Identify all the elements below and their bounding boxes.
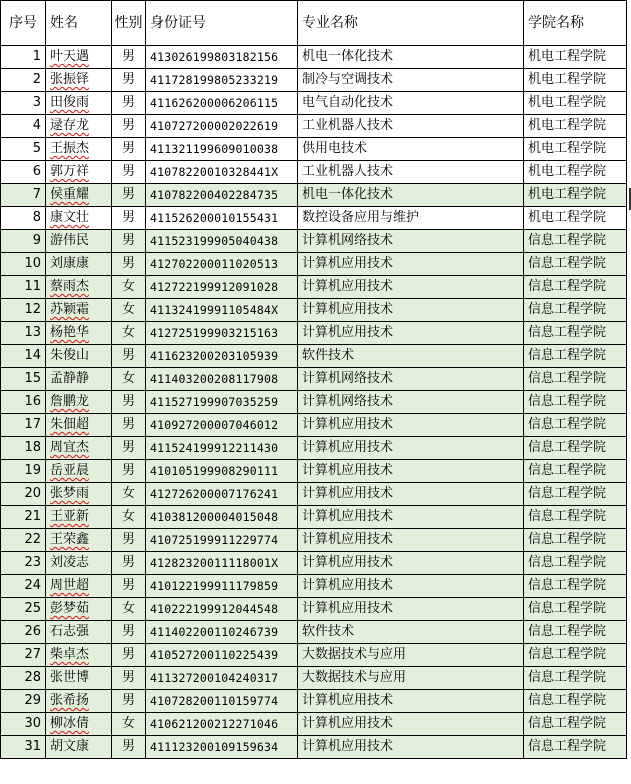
cell-major[interactable]: 机电一体化技术 xyxy=(298,46,524,69)
cell-sex[interactable]: 男 xyxy=(112,414,146,437)
cell-name[interactable] xyxy=(46,644,112,667)
cell-sex[interactable]: 女 xyxy=(112,276,146,299)
cell-seq[interactable]: 19 xyxy=(1,460,46,483)
cell-major[interactable]: 计算机应用技术 xyxy=(298,529,524,552)
name-text: 田俊雨 xyxy=(50,95,90,110)
table-row xyxy=(1,667,627,690)
cell-name[interactable] xyxy=(46,667,112,690)
header-id[interactable]: 身份证号 xyxy=(146,1,298,46)
cell-name[interactable] xyxy=(46,276,112,299)
name-text: 柳冰倩 xyxy=(50,716,90,731)
cell-major[interactable]: 计算机网络技术 xyxy=(298,230,524,253)
name-text: 张振铎 xyxy=(50,72,90,87)
table-row xyxy=(1,230,627,253)
cell-seq[interactable]: 1 xyxy=(1,46,46,69)
cell-major[interactable]: 工业机器人技术 xyxy=(298,115,524,138)
cell-id[interactable]: 410927200007046012 xyxy=(146,414,298,437)
cell-seq[interactable]: 27 xyxy=(1,644,46,667)
cell-major[interactable]: 计算机应用技术 xyxy=(298,690,524,713)
cell-seq[interactable]: 21 xyxy=(1,506,46,529)
table-row xyxy=(1,368,627,391)
cell-name[interactable] xyxy=(46,552,112,575)
name-text: 逯存龙 xyxy=(50,118,90,133)
cell-name[interactable] xyxy=(46,115,112,138)
name-text: 周世超 xyxy=(50,578,90,593)
cell-name[interactable] xyxy=(46,207,112,230)
cell-major[interactable]: 机电一体化技术 xyxy=(298,184,524,207)
name-text: 朱俊山 xyxy=(50,348,90,363)
cell-seq[interactable]: 23 xyxy=(1,552,46,575)
cell-major[interactable]: 软件技术 xyxy=(298,621,524,644)
cell-college[interactable]: 信息工程学院 xyxy=(524,736,627,759)
name-text: 彭梦茹 xyxy=(50,601,90,616)
name-text: 刘凌志 xyxy=(50,555,90,570)
cell-name[interactable] xyxy=(46,736,112,759)
cell-seq[interactable]: 15 xyxy=(1,368,46,391)
cell-id[interactable]: 411123200109159634 xyxy=(146,736,298,759)
cell-name[interactable] xyxy=(46,161,112,184)
table-row xyxy=(1,506,627,529)
cell-major[interactable]: 计算机应用技术 xyxy=(298,460,524,483)
cell-college[interactable]: 信息工程学院 xyxy=(524,437,627,460)
name-text: 蔡雨杰 xyxy=(50,279,90,294)
cell-sex[interactable]: 男 xyxy=(112,138,146,161)
cell-seq[interactable]: 25 xyxy=(1,598,46,621)
cell-college[interactable]: 信息工程学院 xyxy=(524,345,627,368)
table-row xyxy=(1,138,627,161)
cell-major[interactable]: 数控设备应用与维护 xyxy=(298,207,524,230)
cell-major[interactable]: 计算机应用技术 xyxy=(298,736,524,759)
cell-id[interactable]: 410222199912044548 xyxy=(146,598,298,621)
cell-seq[interactable]: 5 xyxy=(1,138,46,161)
cell-college[interactable]: 信息工程学院 xyxy=(524,552,627,575)
cell-id[interactable]: 410527200110225439 xyxy=(146,644,298,667)
cell-major[interactable]: 计算机应用技术 xyxy=(298,483,524,506)
cell-sex[interactable]: 男 xyxy=(112,437,146,460)
cell-seq[interactable]: 28 xyxy=(1,667,46,690)
cell-sex[interactable]: 女 xyxy=(112,322,146,345)
cell-seq[interactable]: 24 xyxy=(1,575,46,598)
table-body xyxy=(1,1,627,759)
cell-seq[interactable]: 3 xyxy=(1,92,46,115)
cell-major[interactable]: 计算机应用技术 xyxy=(298,575,524,598)
name-text: 詹鹏龙 xyxy=(50,394,90,409)
name-text: 杨艳华 xyxy=(50,325,90,340)
name-text: 柴卓杰 xyxy=(50,647,90,662)
name-text: 王荣鑫 xyxy=(50,532,90,547)
cell-sex[interactable]: 男 xyxy=(112,575,146,598)
cell-seq[interactable]: 31 xyxy=(1,736,46,759)
cell-seq[interactable]: 17 xyxy=(1,414,46,437)
cell-id[interactable]: 413026199803182156 xyxy=(146,46,298,69)
cell-sex[interactable]: 女 xyxy=(112,483,146,506)
cell-name[interactable] xyxy=(46,713,112,736)
header-sex[interactable]: 性别 xyxy=(112,1,146,46)
cell-college[interactable]: 信息工程学院 xyxy=(524,230,627,253)
table-row xyxy=(1,598,627,621)
cell-college[interactable]: 信息工程学院 xyxy=(524,621,627,644)
table-row xyxy=(1,299,627,322)
cell-major[interactable]: 制冷与空调技术 xyxy=(298,69,524,92)
cell-sex[interactable]: 男 xyxy=(112,529,146,552)
cell-seq[interactable]: 10 xyxy=(1,253,46,276)
name-text: 孟静静 xyxy=(50,371,90,386)
cell-id[interactable]: 411626200006206115 xyxy=(146,92,298,115)
table-row xyxy=(1,391,627,414)
table-row xyxy=(1,46,627,69)
cell-seq[interactable]: 6 xyxy=(1,161,46,184)
cell-sex[interactable]: 男 xyxy=(112,690,146,713)
cell-seq[interactable]: 12 xyxy=(1,299,46,322)
cell-college[interactable]: 机电工程学院 xyxy=(524,207,627,230)
cell-major[interactable]: 大数据技术与应用 xyxy=(298,667,524,690)
table-row xyxy=(1,713,627,736)
cell-major[interactable]: 计算机应用技术 xyxy=(298,253,524,276)
name-text: 朱佃超 xyxy=(50,417,90,432)
table-row xyxy=(1,184,627,207)
cell-major[interactable]: 计算机应用技术 xyxy=(298,713,524,736)
cell-sex[interactable]: 女 xyxy=(112,598,146,621)
cell-name[interactable] xyxy=(46,69,112,92)
header-name[interactable]: 姓名 xyxy=(46,1,112,46)
cell-name[interactable] xyxy=(46,46,112,69)
table-row xyxy=(1,276,627,299)
cell-college[interactable]: 信息工程学院 xyxy=(524,368,627,391)
cell-name[interactable] xyxy=(46,299,112,322)
cell-id[interactable]: 411527199907035259 xyxy=(146,391,298,414)
name-text: 王亚新 xyxy=(50,509,90,524)
cell-seq[interactable]: 11 xyxy=(1,276,46,299)
cell-name[interactable] xyxy=(46,138,112,161)
cell-name[interactable] xyxy=(46,598,112,621)
table-row xyxy=(1,115,627,138)
table-row xyxy=(1,483,627,506)
name-text: 石志强 xyxy=(50,624,90,639)
cell-major[interactable]: 计算机网络技术 xyxy=(298,368,524,391)
cell-id[interactable]: 411403200208117908 xyxy=(146,368,298,391)
name-text: 胡文康 xyxy=(50,739,90,754)
cell-id[interactable]: 411321199609010038 xyxy=(146,138,298,161)
cell-major[interactable]: 计算机应用技术 xyxy=(298,299,524,322)
cell-college[interactable]: 信息工程学院 xyxy=(524,529,627,552)
cell-major[interactable]: 计算机应用技术 xyxy=(298,276,524,299)
cell-id[interactable]: 410122199911179859 xyxy=(146,575,298,598)
cell-name[interactable] xyxy=(46,460,112,483)
cell-sex[interactable]: 男 xyxy=(112,207,146,230)
cell-id[interactable]: 410621200212271046 xyxy=(146,713,298,736)
cell-seq[interactable]: 30 xyxy=(1,713,46,736)
name-text: 康文壮 xyxy=(50,210,90,225)
cell-name[interactable] xyxy=(46,506,112,529)
cell-seq[interactable]: 14 xyxy=(1,345,46,368)
table-row xyxy=(1,161,627,184)
cell-seq[interactable]: 18 xyxy=(1,437,46,460)
cell-major[interactable]: 计算机应用技术 xyxy=(298,598,524,621)
header-row xyxy=(1,1,627,46)
cell-id[interactable]: 411327200104240317 xyxy=(146,667,298,690)
table-row xyxy=(1,414,627,437)
cell-seq[interactable]: 2 xyxy=(1,69,46,92)
cell-seq[interactable]: 29 xyxy=(1,690,46,713)
cell-sex[interactable]: 男 xyxy=(112,621,146,644)
header-college[interactable]: 学院名称 xyxy=(524,1,627,46)
cell-college[interactable]: 信息工程学院 xyxy=(524,483,627,506)
cell-sex[interactable]: 男 xyxy=(112,230,146,253)
cell-sex[interactable]: 男 xyxy=(112,46,146,69)
header-major[interactable]: 专业名称 xyxy=(298,1,524,46)
name-text: 张世博 xyxy=(50,670,90,685)
cell-sex[interactable]: 男 xyxy=(112,460,146,483)
cell-sex[interactable]: 男 xyxy=(112,391,146,414)
cell-id[interactable]: 410782200402284735 xyxy=(146,184,298,207)
cell-college[interactable]: 信息工程学院 xyxy=(524,713,627,736)
cell-name[interactable] xyxy=(46,253,112,276)
cell-major[interactable]: 计算机应用技术 xyxy=(298,322,524,345)
cell-college[interactable]: 信息工程学院 xyxy=(524,299,627,322)
name-text: 郭万祥 xyxy=(50,164,90,179)
cell-major[interactable]: 计算机应用技术 xyxy=(298,552,524,575)
cell-id[interactable]: 410728200110159774 xyxy=(146,690,298,713)
cell-name[interactable] xyxy=(46,483,112,506)
cell-name[interactable] xyxy=(46,230,112,253)
cell-id[interactable]: 411526200010155431 xyxy=(146,207,298,230)
cell-sex[interactable]: 男 xyxy=(112,161,146,184)
cell-college[interactable]: 机电工程学院 xyxy=(524,138,627,161)
cell-major[interactable]: 工业机器人技术 xyxy=(298,161,524,184)
cell-major[interactable]: 电气自动化技术 xyxy=(298,92,524,115)
table-row xyxy=(1,92,627,115)
cell-major[interactable]: 供用电技术 xyxy=(298,138,524,161)
name-text: 苏颖霜 xyxy=(50,302,90,317)
name-text: 张希扬 xyxy=(50,693,90,708)
cell-seq[interactable]: 26 xyxy=(1,621,46,644)
cell-sex[interactable]: 男 xyxy=(112,345,146,368)
cell-seq[interactable]: 16 xyxy=(1,391,46,414)
cell-name[interactable] xyxy=(46,92,112,115)
cell-major[interactable]: 软件技术 xyxy=(298,345,524,368)
name-text: 侯重耀 xyxy=(50,187,90,202)
table-row xyxy=(1,253,627,276)
cell-seq[interactable]: 20 xyxy=(1,483,46,506)
cell-id[interactable]: 412702200011020513 xyxy=(146,253,298,276)
cell-id[interactable]: 412726200007176241 xyxy=(146,483,298,506)
cell-sex[interactable]: 男 xyxy=(112,552,146,575)
cell-name[interactable] xyxy=(46,621,112,644)
cell-sex[interactable]: 男 xyxy=(112,92,146,115)
cell-id[interactable]: 41282320011118001X xyxy=(146,552,298,575)
cell-id[interactable]: 41078220010328441X xyxy=(146,161,298,184)
cell-sex[interactable]: 男 xyxy=(112,644,146,667)
cell-name[interactable] xyxy=(46,437,112,460)
table-row xyxy=(1,736,627,759)
cell-college[interactable]: 机电工程学院 xyxy=(524,69,627,92)
cell-college[interactable]: 机电工程学院 xyxy=(524,161,627,184)
name-text: 王振杰 xyxy=(50,141,90,156)
header-seq[interactable]: 序号 xyxy=(1,1,46,46)
cell-college[interactable]: 信息工程学院 xyxy=(524,414,627,437)
cell-college[interactable]: 信息工程学院 xyxy=(524,667,627,690)
table-row xyxy=(1,529,627,552)
cell-id[interactable]: 412722199912091028 xyxy=(146,276,298,299)
cell-college[interactable]: 信息工程学院 xyxy=(524,391,627,414)
cell-sex[interactable]: 男 xyxy=(112,115,146,138)
table-row xyxy=(1,644,627,667)
table-row xyxy=(1,345,627,368)
cell-college[interactable]: 信息工程学院 xyxy=(524,506,627,529)
cell-id[interactable]: 411524199912211430 xyxy=(146,437,298,460)
cell-major[interactable]: 大数据技术与应用 xyxy=(298,644,524,667)
cell-college[interactable]: 信息工程学院 xyxy=(524,644,627,667)
table-row xyxy=(1,69,627,92)
name-text: 游伟民 xyxy=(50,233,90,248)
table-row xyxy=(1,437,627,460)
cell-college[interactable]: 机电工程学院 xyxy=(524,115,627,138)
cell-seq[interactable]: 7 xyxy=(1,184,46,207)
cell-college[interactable]: 信息工程学院 xyxy=(524,276,627,299)
cell-id[interactable]: 411523199905040438 xyxy=(146,230,298,253)
cell-name[interactable] xyxy=(46,368,112,391)
cell-name[interactable] xyxy=(46,345,112,368)
cell-college[interactable]: 信息工程学院 xyxy=(524,690,627,713)
cell-sex[interactable]: 女 xyxy=(112,299,146,322)
cell-college[interactable]: 机电工程学院 xyxy=(524,184,627,207)
cell-id[interactable]: 410725199911229774 xyxy=(146,529,298,552)
cell-id[interactable]: 411623200203105939 xyxy=(146,345,298,368)
cell-sex[interactable]: 男 xyxy=(112,736,146,759)
table-row xyxy=(1,690,627,713)
cell-college[interactable]: 机电工程学院 xyxy=(524,92,627,115)
cell-sex[interactable]: 女 xyxy=(112,368,146,391)
cell-sex[interactable]: 男 xyxy=(112,253,146,276)
cell-major[interactable]: 计算机应用技术 xyxy=(298,414,524,437)
cell-sex[interactable]: 男 xyxy=(112,69,146,92)
table-row xyxy=(1,575,627,598)
table-row xyxy=(1,552,627,575)
cell-college[interactable]: 信息工程学院 xyxy=(524,322,627,345)
cell-seq[interactable]: 22 xyxy=(1,529,46,552)
cell-id[interactable]: 412725199903215163 xyxy=(146,322,298,345)
cell-name[interactable] xyxy=(46,690,112,713)
cell-id[interactable]: 410105199908290111 xyxy=(146,460,298,483)
cell-name[interactable] xyxy=(46,322,112,345)
cell-seq[interactable]: 4 xyxy=(1,115,46,138)
table-row xyxy=(1,621,627,644)
cell-college[interactable]: 信息工程学院 xyxy=(524,253,627,276)
cell-sex[interactable]: 男 xyxy=(112,184,146,207)
cell-seq[interactable]: 9 xyxy=(1,230,46,253)
cell-name[interactable] xyxy=(46,184,112,207)
cell-name[interactable] xyxy=(46,529,112,552)
cell-college[interactable]: 机电工程学院 xyxy=(524,46,627,69)
cell-id[interactable]: 410727200002022619 xyxy=(146,115,298,138)
table-row xyxy=(1,207,627,230)
cell-seq[interactable]: 8 xyxy=(1,207,46,230)
cell-id[interactable]: 411402200110246739 xyxy=(146,621,298,644)
cell-name[interactable] xyxy=(46,575,112,598)
cell-major[interactable]: 计算机应用技术 xyxy=(298,506,524,529)
cell-id[interactable]: 410381200004015048 xyxy=(146,506,298,529)
cell-sex[interactable]: 女 xyxy=(112,713,146,736)
cell-college[interactable]: 信息工程学院 xyxy=(524,598,627,621)
cell-id[interactable]: 41132419991105484X xyxy=(146,299,298,322)
table-row xyxy=(1,460,627,483)
cell-seq[interactable]: 13 xyxy=(1,322,46,345)
name-text: 岳亚晨 xyxy=(50,463,90,478)
name-text: 刘康康 xyxy=(50,256,90,271)
cell-college[interactable]: 信息工程学院 xyxy=(524,575,627,598)
cell-college[interactable]: 信息工程学院 xyxy=(524,460,627,483)
name-text: 周宜杰 xyxy=(50,440,90,455)
cell-name[interactable] xyxy=(46,391,112,414)
cell-name[interactable] xyxy=(46,414,112,437)
name-text: 张梦雨 xyxy=(50,486,90,501)
cell-sex[interactable]: 男 xyxy=(112,667,146,690)
cell-id[interactable]: 411728199805233219 xyxy=(146,69,298,92)
cell-major[interactable]: 计算机网络技术 xyxy=(298,391,524,414)
cell-major[interactable]: 计算机应用技术 xyxy=(298,437,524,460)
cell-sex[interactable]: 女 xyxy=(112,506,146,529)
name-text: 叶天遇 xyxy=(50,49,90,64)
table-row xyxy=(1,322,627,345)
